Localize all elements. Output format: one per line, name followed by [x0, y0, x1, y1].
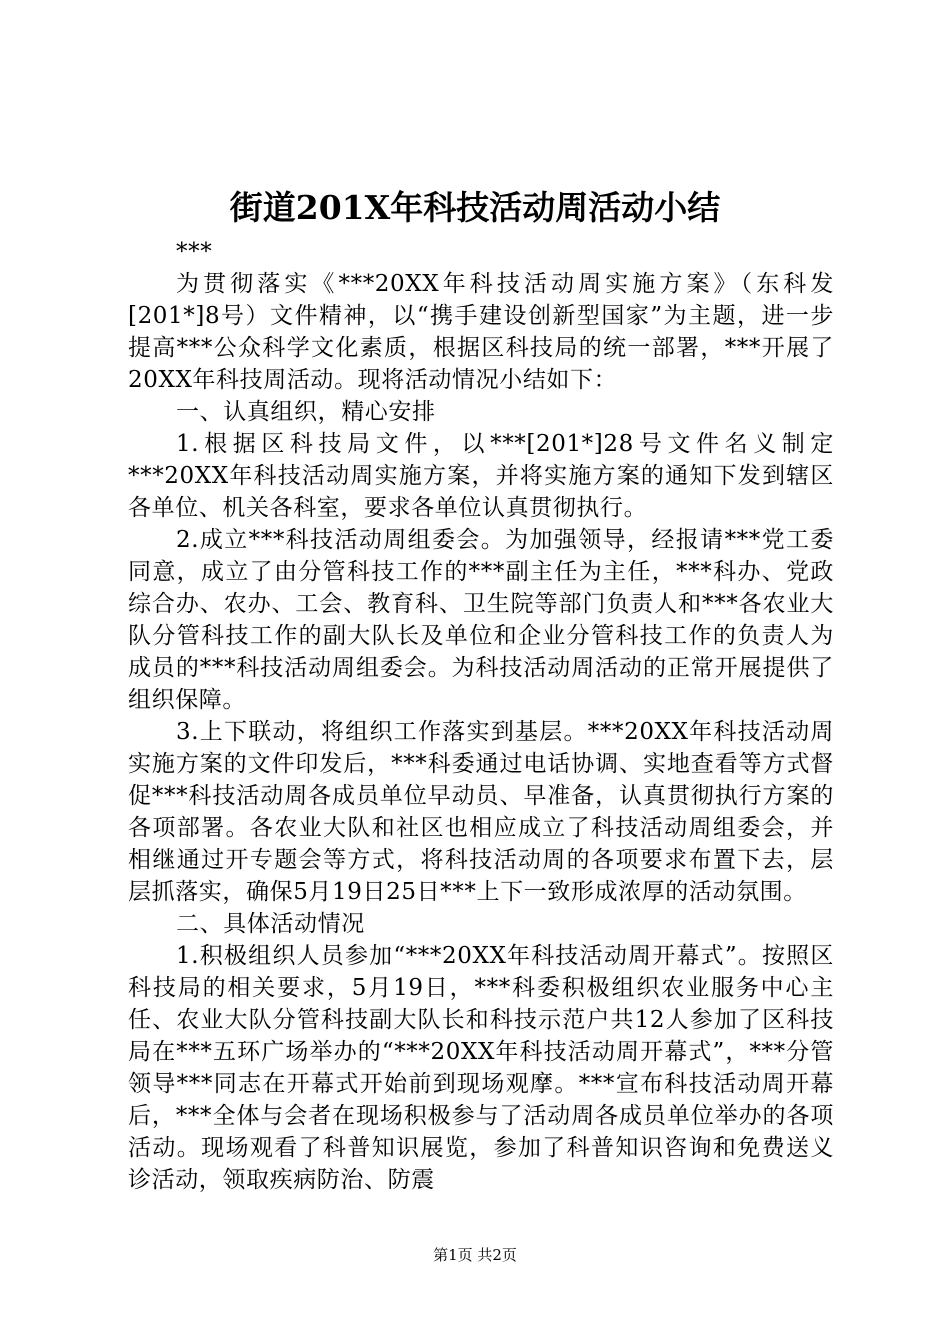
- document-body: [128, 236, 834, 1196]
- paragraph-2-1: 1.积极组织人员参加“***20XX年科技活动周开幕式”。按照区科技局的相关要求，5月19日，***科委积极组织农业服务中心主任、农业大队分管科技副大队长和科技示范户共12人参加了区科技局在***五环广场举办的“***20XX年科技活动周开幕式”，***分管领导***同志在开幕式开始前到现场观摩。***宣布科技活动周开幕后，***全体与会者在现场积极参与了活动周各成员单位举办的各项活动。现场观看了科普知识展览，参加了科普知识咨询和免费送义诊活动，领取疾病防治、防震: [128, 943, 834, 1193]
- document-title: 街道201X年科技活动周活动小结: [229, 188, 721, 227]
- paragraph-1-3: 3.上下联动，将组织工作落实到基层。***20XX年科技活动周实施方案的文件印发后，***科委通过电话协调、实地查看等方式督促***科技活动周各成员单位早动员、早准备，认真贯彻执行方案的各项部署。各农业大队和社区也相应成立了科技活动周组委会，并相继通过开专题会等方式，将科技活动周的各项要求布置下去，层层抓落实，确保5月19日25日***上下一致形成浓厚的活动氛围。: [128, 719, 834, 905]
- intro-paragraph: 为贯彻落实《***20XX年科技活动周实施方案》（东科发[201*]8号）文件精神，以“携手建设创新型国家”为主题，进一步提高***公众科学文化素质，根据区科技局的统一部署，***开展了20XX年科技周活动。现将活动情况小结如下：: [128, 271, 834, 393]
- paragraph-1-1: 1.根据区科技局文件，以***[201*]28号文件名义制定***20XX年科技活动周实施方案，并将实施方案的通知下发到辖区各单位、机关各科室，要求各单位认真贯彻执行。: [128, 431, 834, 521]
- paragraph-1-2: 2.成立***科技活动周组委会。为加强领导，经报请***党工委同意，成立了由分管科技工作的***副主任为主任，***科办、党政综合办、农办、工会、教育科、卫生院等部门负责人和***各农业大队分管科技工作的副大队长及单位和企业分管科技工作的负责人为成员的***科技活动周组委会。为科技活动周活动的正常开展提供了组织保障。: [128, 527, 834, 713]
- section-heading-2: 二、具体活动情况: [176, 911, 365, 937]
- section-heading-1: 一、认真组织，精心安排: [176, 399, 436, 425]
- author-line: ***: [176, 239, 213, 265]
- page-number-footer: 第1页 共2页: [433, 1246, 517, 1264]
